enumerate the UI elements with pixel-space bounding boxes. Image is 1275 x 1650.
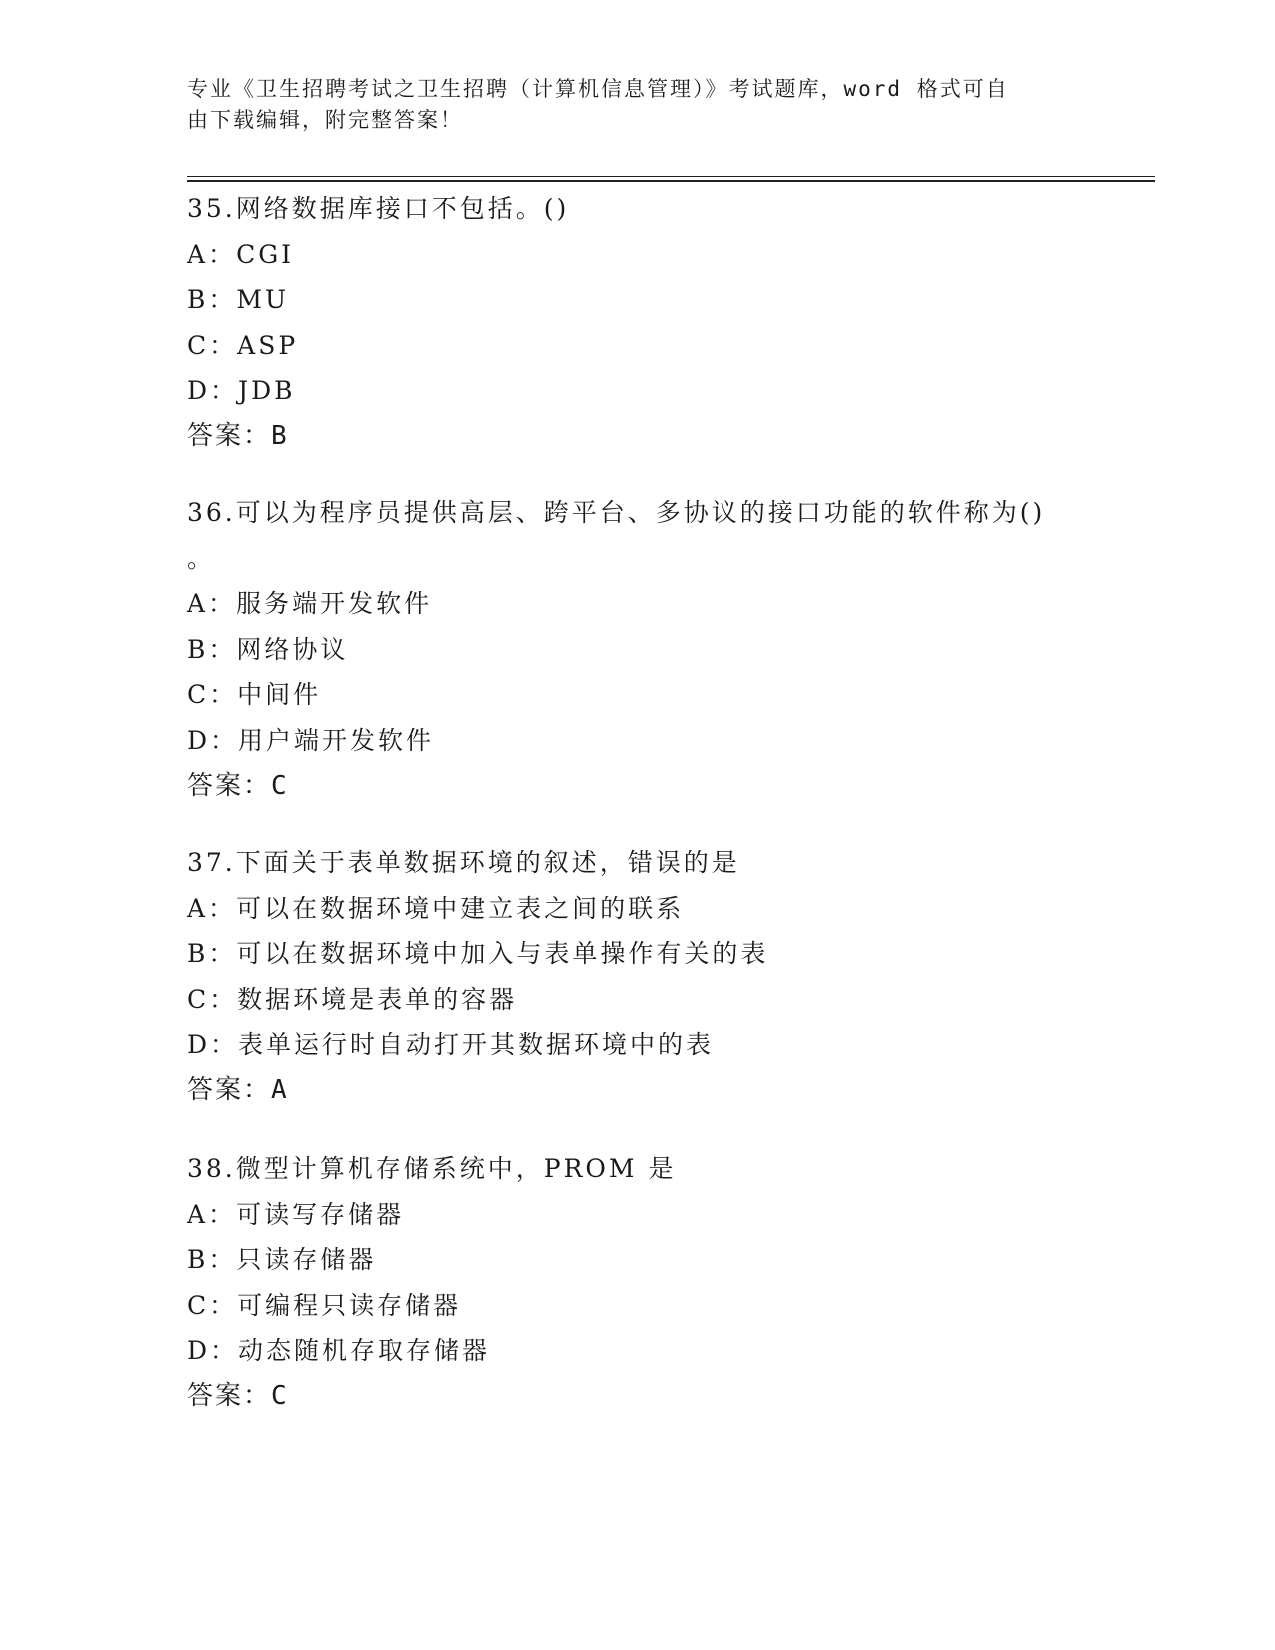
option-a [187,1192,1087,1238]
option-text: 可编程只读存储器 [237,1290,462,1320]
header-divider-thick [187,180,1155,182]
option-c [187,977,1087,1023]
question-36 [187,490,1087,809]
option-text: ASP [237,330,299,360]
option-b [187,627,1087,673]
option-d [187,718,1087,764]
option-text: 用户端开发软件 [238,725,435,755]
option-letter: B： [187,634,237,664]
option-text: 动态随机存取存储器 [238,1336,491,1366]
option-letter: D： [187,725,239,755]
answer-line: 答案：B [187,420,289,451]
question-stem: 37.下面关于表单数据环境的叙述，错误的是 [187,848,740,877]
option-text: JDB [238,376,296,406]
option-d [187,1328,1087,1374]
option-text: 网络协议 [236,634,349,664]
answer-line: 答案：A [187,1074,289,1105]
option-text: 只读存储器 [236,1245,377,1275]
header-line-1: 专业《卫生招聘考试之卫生招聘（计算机信息管理）》考试题库，word 格式可自 [187,77,1009,101]
option-letter: C： [187,680,238,710]
document-header [187,74,1067,136]
option-letter: D： [187,1030,239,1060]
question-stem: 36.可以为程序员提供高层、跨平台、多协议的接口功能的软件称为() [187,498,1046,527]
option-letter: A： [187,239,237,269]
option-c [187,323,1087,369]
option-text: 表单运行时自动打开其数据环境中的表 [238,1030,715,1060]
answer-line: 答案：C [187,1380,289,1411]
option-a [187,886,1087,932]
header-line-2: 由下载编辑，附完整答案！ [187,108,463,132]
option-text: MU [236,285,290,315]
option-letter: D： [187,1336,239,1366]
option-b [187,931,1087,977]
option-a [187,232,1087,278]
option-letter: C： [187,984,238,1014]
option-letter: A： [187,589,237,619]
question-35 [187,186,1087,460]
option-letter: A： [187,893,237,923]
option-d [187,1022,1087,1068]
question-stem-continuation: 。 [187,543,216,573]
option-letter: B： [187,1245,237,1275]
option-text: 数据环境是表单的容器 [237,984,518,1014]
option-letter: C： [187,1290,238,1320]
option-b [187,1237,1087,1283]
option-text: 可以在数据环境中建立表之间的联系 [236,893,685,923]
question-37 [187,840,1087,1114]
question-38 [187,1146,1087,1420]
option-letter: B： [187,939,237,969]
option-text: CGI [236,239,295,269]
option-letter: D： [187,376,239,406]
option-letter: A： [187,1199,237,1229]
option-b [187,277,1087,323]
option-c [187,672,1087,718]
option-text: 中间件 [237,680,322,710]
option-text: 可读写存储器 [236,1199,405,1229]
answer-line: 答案：C [187,770,289,801]
question-stem: 38.微型计算机存储系统中，PROM 是 [187,1154,677,1183]
question-stem: 35.网络数据库接口不包括。() [187,194,570,223]
option-a [187,581,1087,627]
option-letter: B： [187,285,237,315]
header-divider-thin [187,176,1155,177]
option-d [187,368,1087,414]
option-text: 可以在数据环境中加入与表单操作有关的表 [236,939,769,969]
option-letter: C： [187,330,238,360]
option-c [187,1283,1087,1329]
option-text: 服务端开发软件 [236,589,433,619]
